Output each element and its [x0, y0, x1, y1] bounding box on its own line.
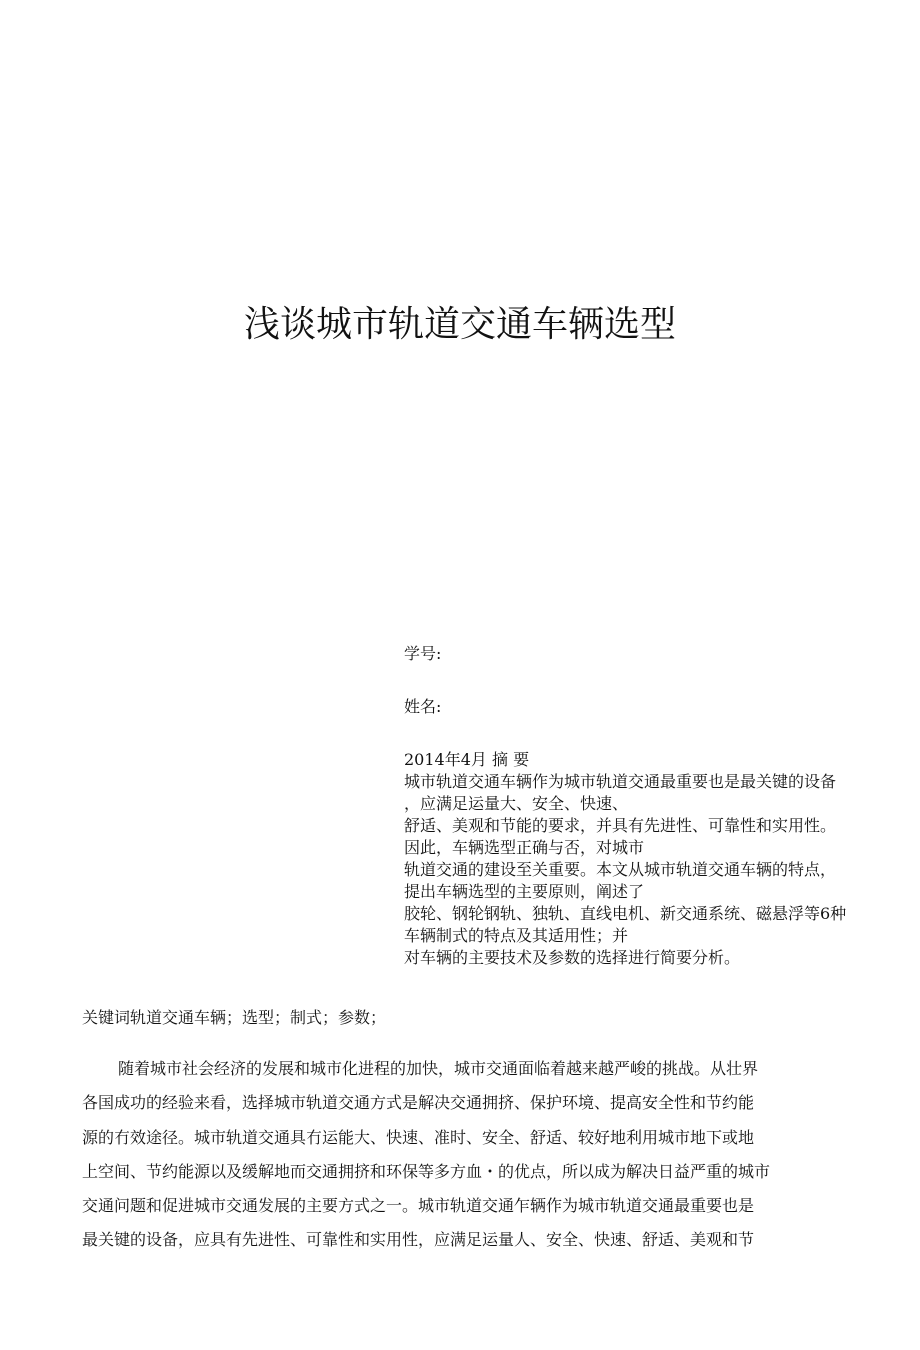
body-line: 随着城市社会经济的发展和城市化进程的加快，城市交通面临着越来越严峻的挑战。从壮界 — [118, 1059, 759, 1078]
body-line: 上空间、节约能源以及缓解地而交通拥挤和环保等多方血・的优点，所以成为解决日益严重的城市 — [82, 1161, 771, 1181]
body-line: 源的冇效途径。城市轨道交通具冇运能大、快速、准时、安全、舒适、较好地利用城市地下或地 — [82, 1127, 755, 1147]
body-line: 交通问题和促进城市交通发展的主要方式之一。城市轨道交通乍辆作为城市轨道交通最重要也是 — [82, 1196, 755, 1216]
abstract-line: 轨道交通的建设至关重要。本文从城市轨道交通车辆的特点， — [404, 860, 837, 879]
abstract-block — [404, 749, 904, 969]
abstract-line: 对车辆的主要技术及参数的选择进行简要分析。 — [404, 948, 741, 967]
document-title: 浅谈城市轨道交通车辆选型 — [243, 304, 676, 345]
body-line: 最关键的设备，应具有先进性、可靠性和实用性，应满足运量人、安全、快速、舒适、美观和节 — [82, 1230, 755, 1250]
abstract-line: 提出车辆选型的主要原则，阐述了 — [404, 882, 645, 901]
abstract-line: 因此，车辆选型正确与否，对城市 — [404, 838, 645, 857]
abstract-line: 车辆制式的特点及其适用性；并 — [404, 926, 629, 945]
abstract-line: ，应满足运量大、安全、快速、 — [404, 794, 629, 813]
abstract-line: 胶轮、钢轮钢轨、独轨、直线电机、新交通系统、磁悬浮等6种 — [404, 904, 847, 923]
name-label: 姓名: — [404, 697, 442, 716]
body-paragraph — [82, 1056, 822, 1262]
abstract-line: 城市轨道交通车辆作为城市轨道交通最重要也是最关键的设备 — [404, 772, 837, 791]
student-id-label: 学号: — [404, 644, 442, 663]
keywords-line: 关键词轨道交通车辆；选型；制式；参数； — [82, 1008, 387, 1027]
body-line: 各国成功的经验来看，选择城市轨道交通方式是解决交通拥挤、保护环境、提高安全性和节约能 — [82, 1093, 755, 1113]
abstract-line: 舒适、美观和节能的要求，并具有先进性、可靠性和实用性。 — [404, 816, 837, 835]
abstract-line: 2014年4月 摘 要 — [404, 750, 530, 769]
